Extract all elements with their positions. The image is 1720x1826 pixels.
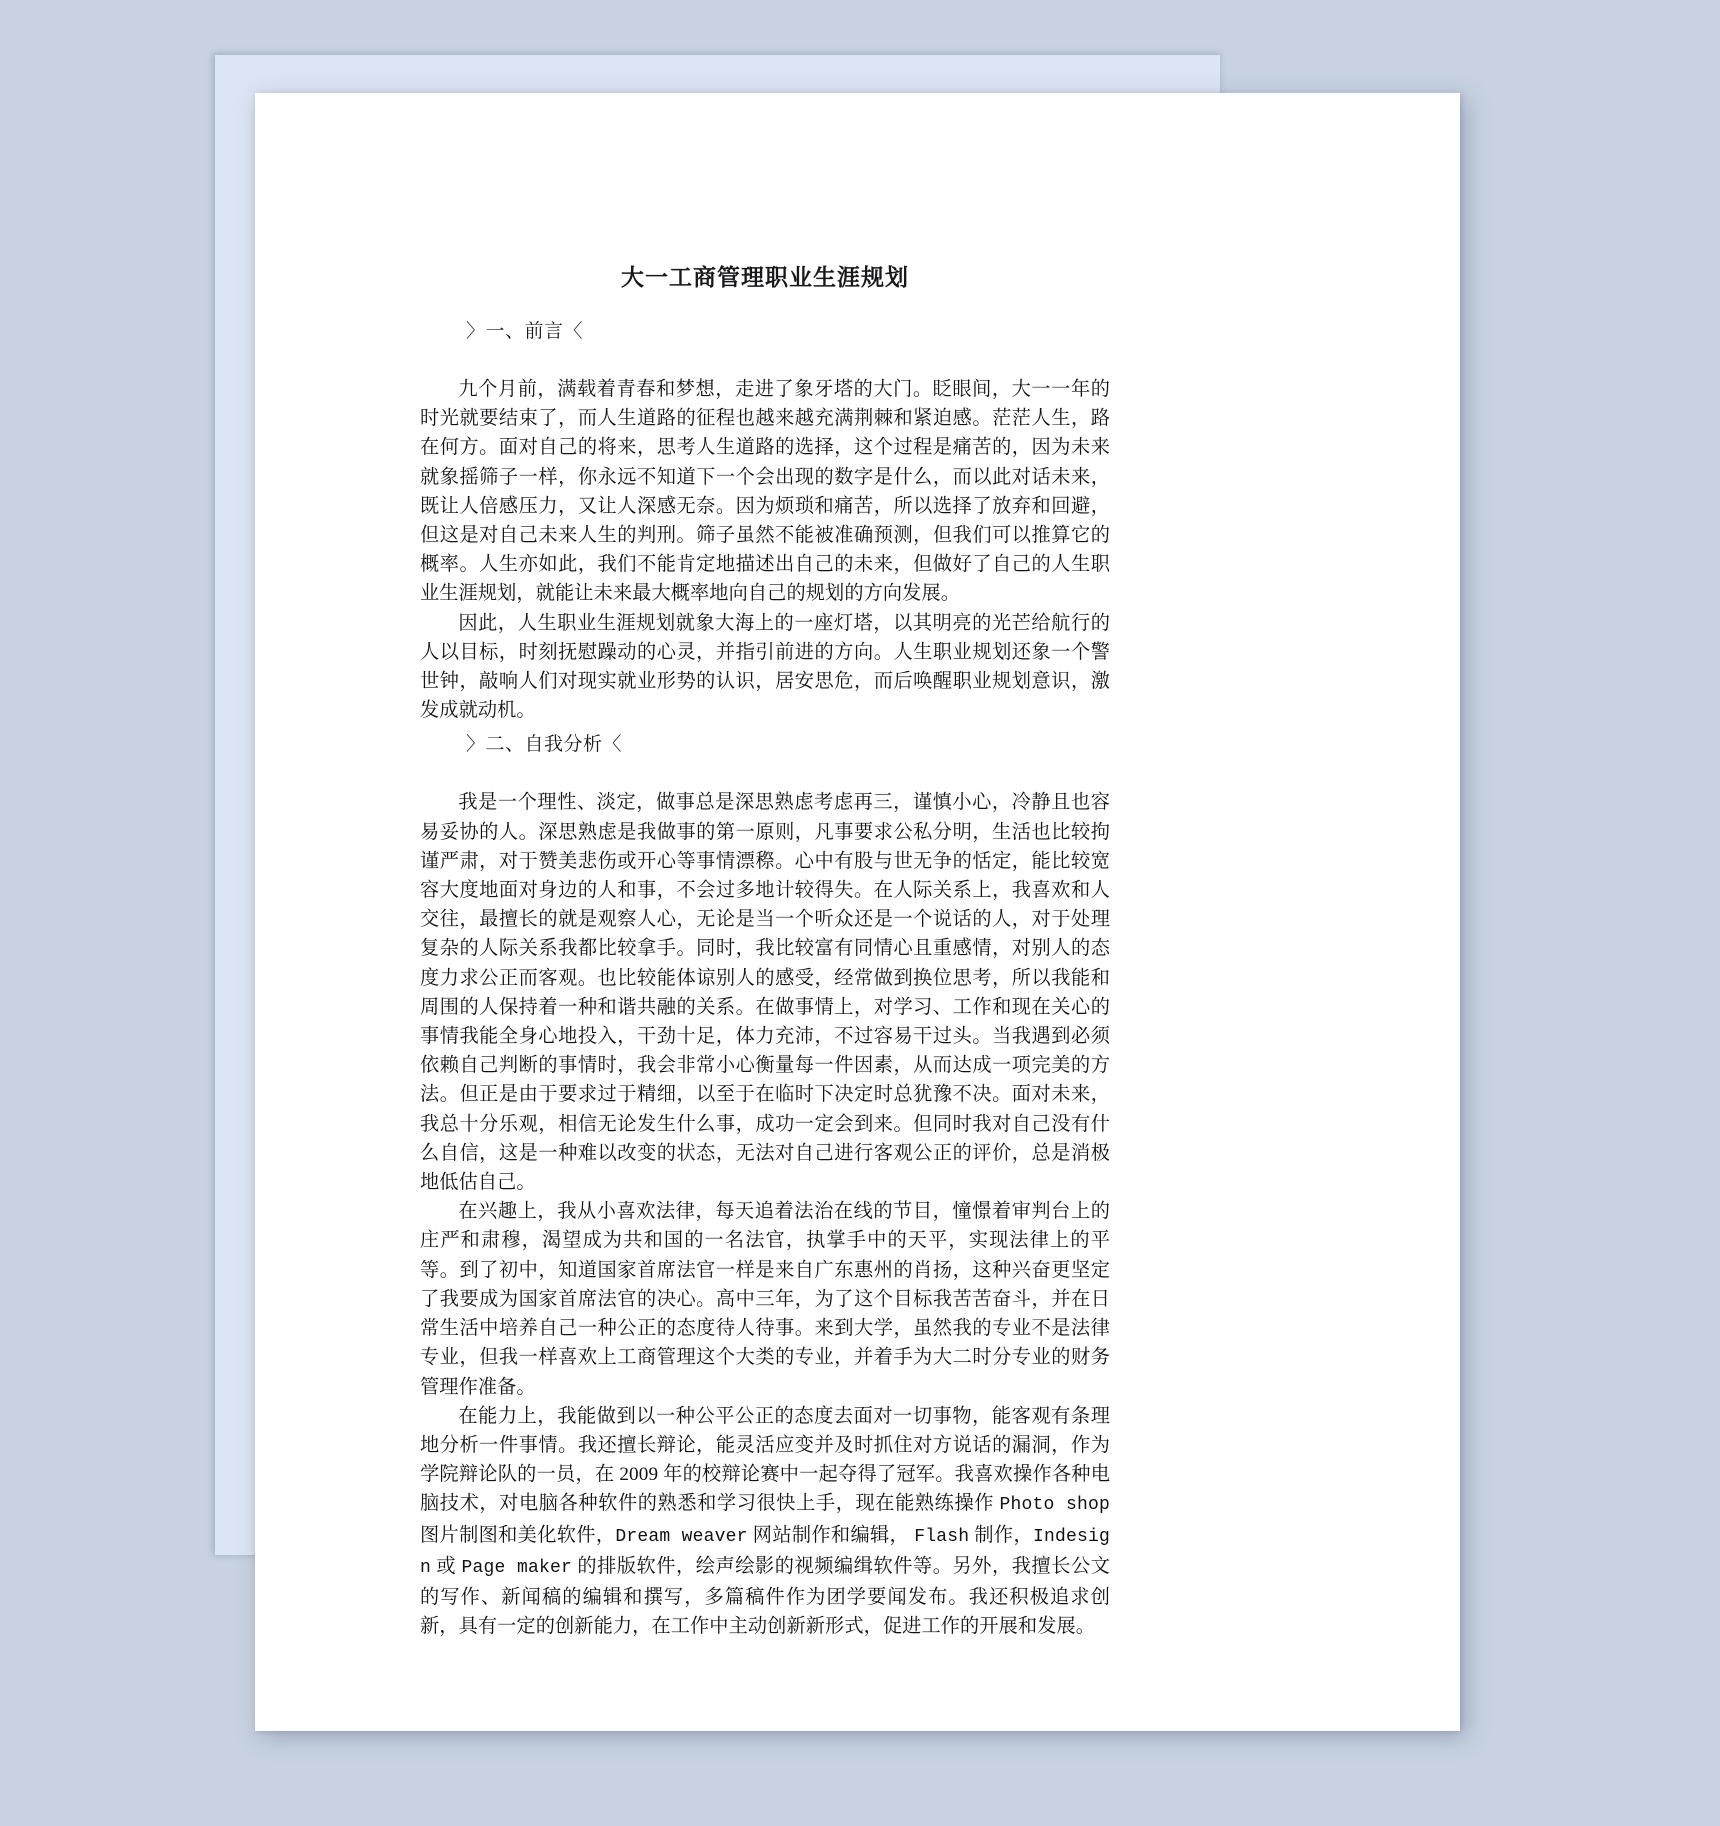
section-heading-preface: 〉一、前言〈 <box>466 321 584 342</box>
paragraph-self-analysis-1: 我是一个理性、淡定，做事总是深思熟虑考虑再三，谨慎小心，冷静且也容易妥协的人。深思熟虑是我做事的第一原则，凡事要求公私分明，生活也比较拘谨严肃，对于赞美悲伤或开心等事情漂穄。心中有股与世无争的恬定，能比较宽容大度地面对身边的人和事，不会过多地计较得失。在人际关系上，我喜欢和人交往，最擅长的就是观察人心，无论是当一个听众还是一个说话的人，对于处理复杂的人际关系我都比较拿手。同时，我比较富有同情心且重感情，对别人的态度力求公正而客观。也比较能体谅别人的感受，经常做到换位思考，所以我能和周围的人保持着一种和谐共融的关系。在做事情上，对学习、工作和现在关心的事情我能全身心地投入，干劲十足，体力充沛，不过容易干过头。当我遇到必须依赖自己判断的事情时，我会非常小心衡量每一件因素，从而达成一项完美的方法。但正是由于要求过于精细，以至于在临时下决定时总犹豫不决。面对未来，我总十分乐观，相信无论发生什么事，成功一定会到来。但同时我对自己没有什么自信，这是一种难以改变的状态，无法对自己进行客观公正的评价，总是消极地低估自己。 <box>420 792 1110 1194</box>
inline-software-name: Dream weaver <box>615 1526 748 1547</box>
inline-software-name: Photo shop <box>999 1495 1110 1516</box>
document-content <box>420 261 1110 1641</box>
paragraph-self-analysis-2: 在兴趣上，我从小喜欢法律，每天追着法治在线的节目，憧憬着审判台上的庄严和肃穆，渴望成为共和国的一名法官，执掌手中的天平，实现法律上的平等。到了初中，知道国家首席法官一样是来自广东惠州的肖扬，这种兴奋更坚定了我要成为国家首席法官的决心。高中三年，为了这个目标我苦苦奋斗，并在日常生活中培养自己一种公正的态度待人待事。来到大学，虽然我的专业不是法律专业，但我一样喜欢上工商管理这个大类的专业，并着手为大二时分专业的财务管理作准备。 <box>420 1201 1110 1398</box>
inline-text: 网站制作和编辑， <box>747 1524 915 1546</box>
inline-software-name: Page maker <box>461 1557 572 1578</box>
inline-software-name: Flash <box>914 1526 970 1547</box>
page-title: 大一工商管理职业生涯规划 <box>621 265 909 290</box>
paragraph-preface-2: 因此，人生职业生涯规划就象大海上的一座灯塔，以其明亮的光芒给航行的人以目标，时刻抚慰躁动的心灵，并指引前进的方向。人生职业规划还象一个警世钟，敲响人们对现实就业形势的认识，居安思危，而后唤醒职业规划意识，激发成就动机。 <box>420 612 1110 722</box>
inline-text: 或 <box>431 1555 462 1577</box>
section-heading-self-analysis: 〉二、自我分析〈 <box>466 734 623 756</box>
inline-text: 制作， <box>969 1524 1033 1546</box>
front-paper-sheet <box>255 93 1460 1731</box>
inline-text: 图片制图和美化软件， <box>420 1524 616 1546</box>
inline-text: 的排版软件，绘声绘影的视频编缉软件等。另外，我擅长公文的写作、新闻稿的编辑和撰写，多篇稿件作为团学要闻发布。我还积极追求创新，具有一定的创新能力，在工作中主动创新新形式，促进工作的开展和发展。 <box>420 1555 1110 1638</box>
paragraph-preface-1: 九个月前，满载着青春和梦想，走进了象牙塔的大门。眨眼间，大一一年的时光就要结束了，而人生道路的征程也越来越充满荆棘和紧迫感。茫茫人生，路在何方。面对自己的将来，思考人生道路的选择，这个过程是痛苦的，因为未来就象摇筛子一样，你永远不知道下一个会出现的数字是什么，而以此对话未来，既让人倍感压力，又让人深感无奈。因为烦琐和痛苦，所以选择了放弃和回避，但这是对自己未来人生的判刑。筛子虽然不能被准确预测，但我们可以推算它的概率。人生亦如此，我们不能肯定地描述出自己的未来，但做好了自己的人生职业生涯规划，就能让未来最大概率地向自己的规划的方向发展。 <box>420 379 1110 605</box>
inline-text: 在能力上，我能做到以一种公平公正的态度去面对一切事物，能客观有条理地分析一件事情。我还擅长辩论，能灵活应变并及时抓住对方说话的漏洞，作为学院辩论队的一员，在 2009 年的校辩论赛中一起夺得了冠军。我喜欢操作各种电脑技术，对电脑各种软件的熟悉和学习很快上手，现在能熟练操作 <box>420 1405 1110 1515</box>
inline-software-name: Indesign <box>420 1526 1111 1578</box>
paragraph-self-analysis-3 <box>420 1402 1110 1642</box>
document-page <box>255 93 1460 1731</box>
